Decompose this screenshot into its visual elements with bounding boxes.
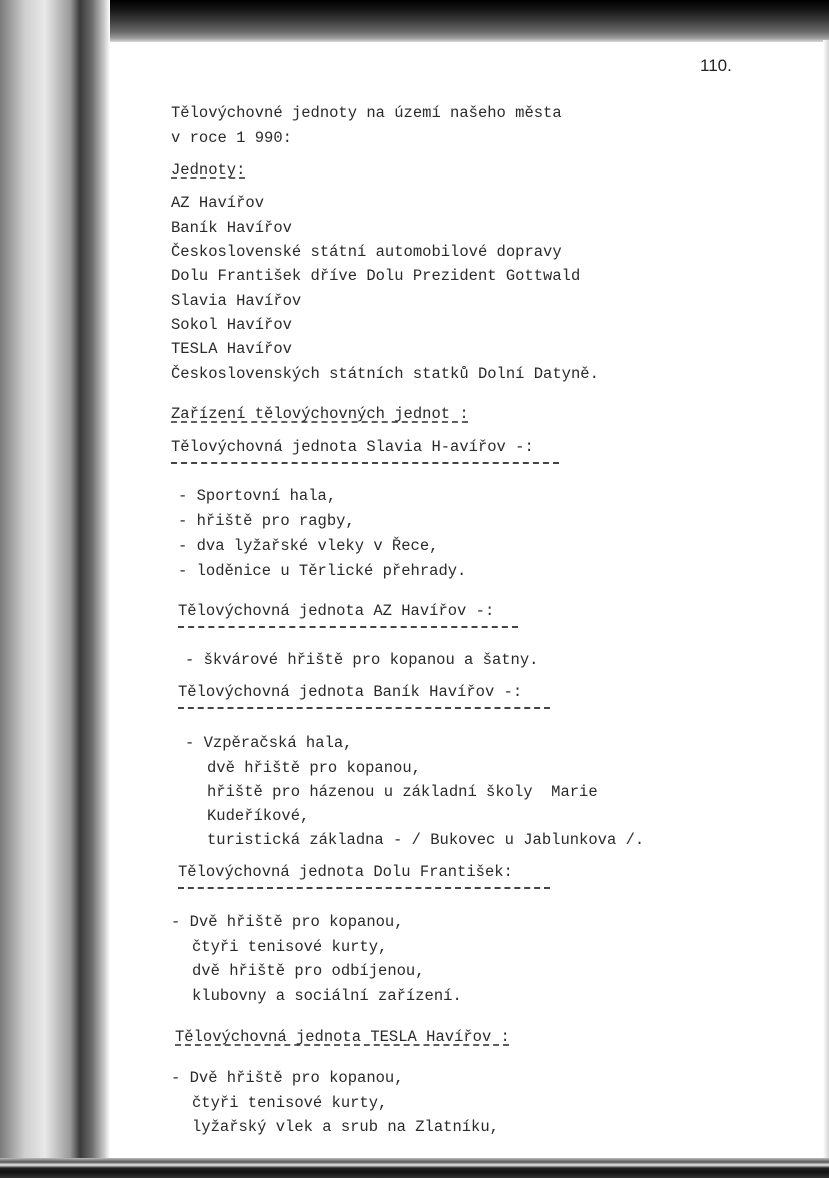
- unit-item: AZ Havířov: [171, 194, 265, 212]
- unit-item: Sokol Havířov: [171, 316, 292, 334]
- facility-item: čtyři tenisové kurty,: [192, 938, 388, 956]
- facility-item: - Sportovní hala,: [178, 487, 337, 505]
- facility-item: lyžařský vlek a srub na Zlatníku,: [192, 1118, 499, 1136]
- unit-item: Slavia Havířov: [171, 292, 302, 310]
- section-heading-dolu-frantisek: Tělovýchovná jednota Dolu František:: [178, 863, 513, 881]
- dashed-rule: [171, 462, 559, 464]
- facility-item: - dva lyžařské vleky v Řece,: [178, 537, 439, 555]
- facility-item: - hřiště pro ragby,: [178, 512, 355, 530]
- facilities-heading: Zařízení tělovýchovných jednot :: [171, 405, 469, 423]
- unit-item: Dolu František dříve Dolu Prezident Gottwald: [171, 267, 581, 285]
- facility-item: - Vzpěračská hala,: [185, 734, 353, 752]
- facility-item: čtyři tenisové kurty,: [192, 1094, 388, 1112]
- title-line-1: Tělovýchovné jednoty na území našeho města: [171, 104, 562, 122]
- section-heading-slavia: Tělovýchovná jednota Slavia H-avířov -:: [171, 438, 534, 456]
- facility-item: - škvárové hřiště pro kopanou a šatny.: [185, 651, 539, 669]
- facility-item: dvě hřiště pro kopanou,: [207, 759, 421, 777]
- unit-item: Baník Havířov: [171, 219, 292, 237]
- facility-item: - Dvě hřiště pro kopanou,: [171, 913, 404, 931]
- unit-item: Československé státní automobilové dopravy: [171, 243, 562, 261]
- section-heading-banik: Tělovýchovná jednota Baník Havířov -:: [178, 683, 523, 701]
- facility-item: - Dvě hřiště pro kopanou,: [171, 1069, 404, 1087]
- section-heading-tesla: Tělovýchovná jednota TESLA Havířov :: [175, 1028, 510, 1046]
- scan-top-edge: [0, 0, 829, 42]
- book-binding-shadow: [0, 0, 110, 1178]
- unit-item: TESLA Havířov: [171, 340, 292, 358]
- scan-right-edge: [823, 40, 829, 1160]
- facility-item: - loděnice u Těrlické přehrady.: [178, 562, 467, 580]
- facility-item: dvě hřiště pro odbíjenou,: [192, 962, 425, 980]
- page-number: 110.: [700, 56, 732, 75]
- unit-item: Československých státních statků Dolní Datyně.: [171, 365, 599, 383]
- section-heading-az: Tělovýchovná jednota AZ Havířov -:: [178, 602, 495, 620]
- units-heading: Jednoty:: [171, 161, 246, 179]
- facility-item: turistická základna - / Bukovec u Jablunkova /.: [207, 831, 645, 849]
- title-line-2: v roce 1 990:: [171, 129, 292, 147]
- facility-item: klubovny a sociální zařízení.: [192, 987, 462, 1005]
- facility-item: Kudeříkové,: [207, 807, 310, 825]
- dashed-rule: [178, 887, 550, 889]
- dashed-rule: [178, 626, 518, 628]
- facility-item: hřiště pro házenou u základní školy Marie: [207, 783, 598, 801]
- scan-bottom-edge: [0, 1158, 829, 1178]
- dashed-rule: [178, 707, 550, 709]
